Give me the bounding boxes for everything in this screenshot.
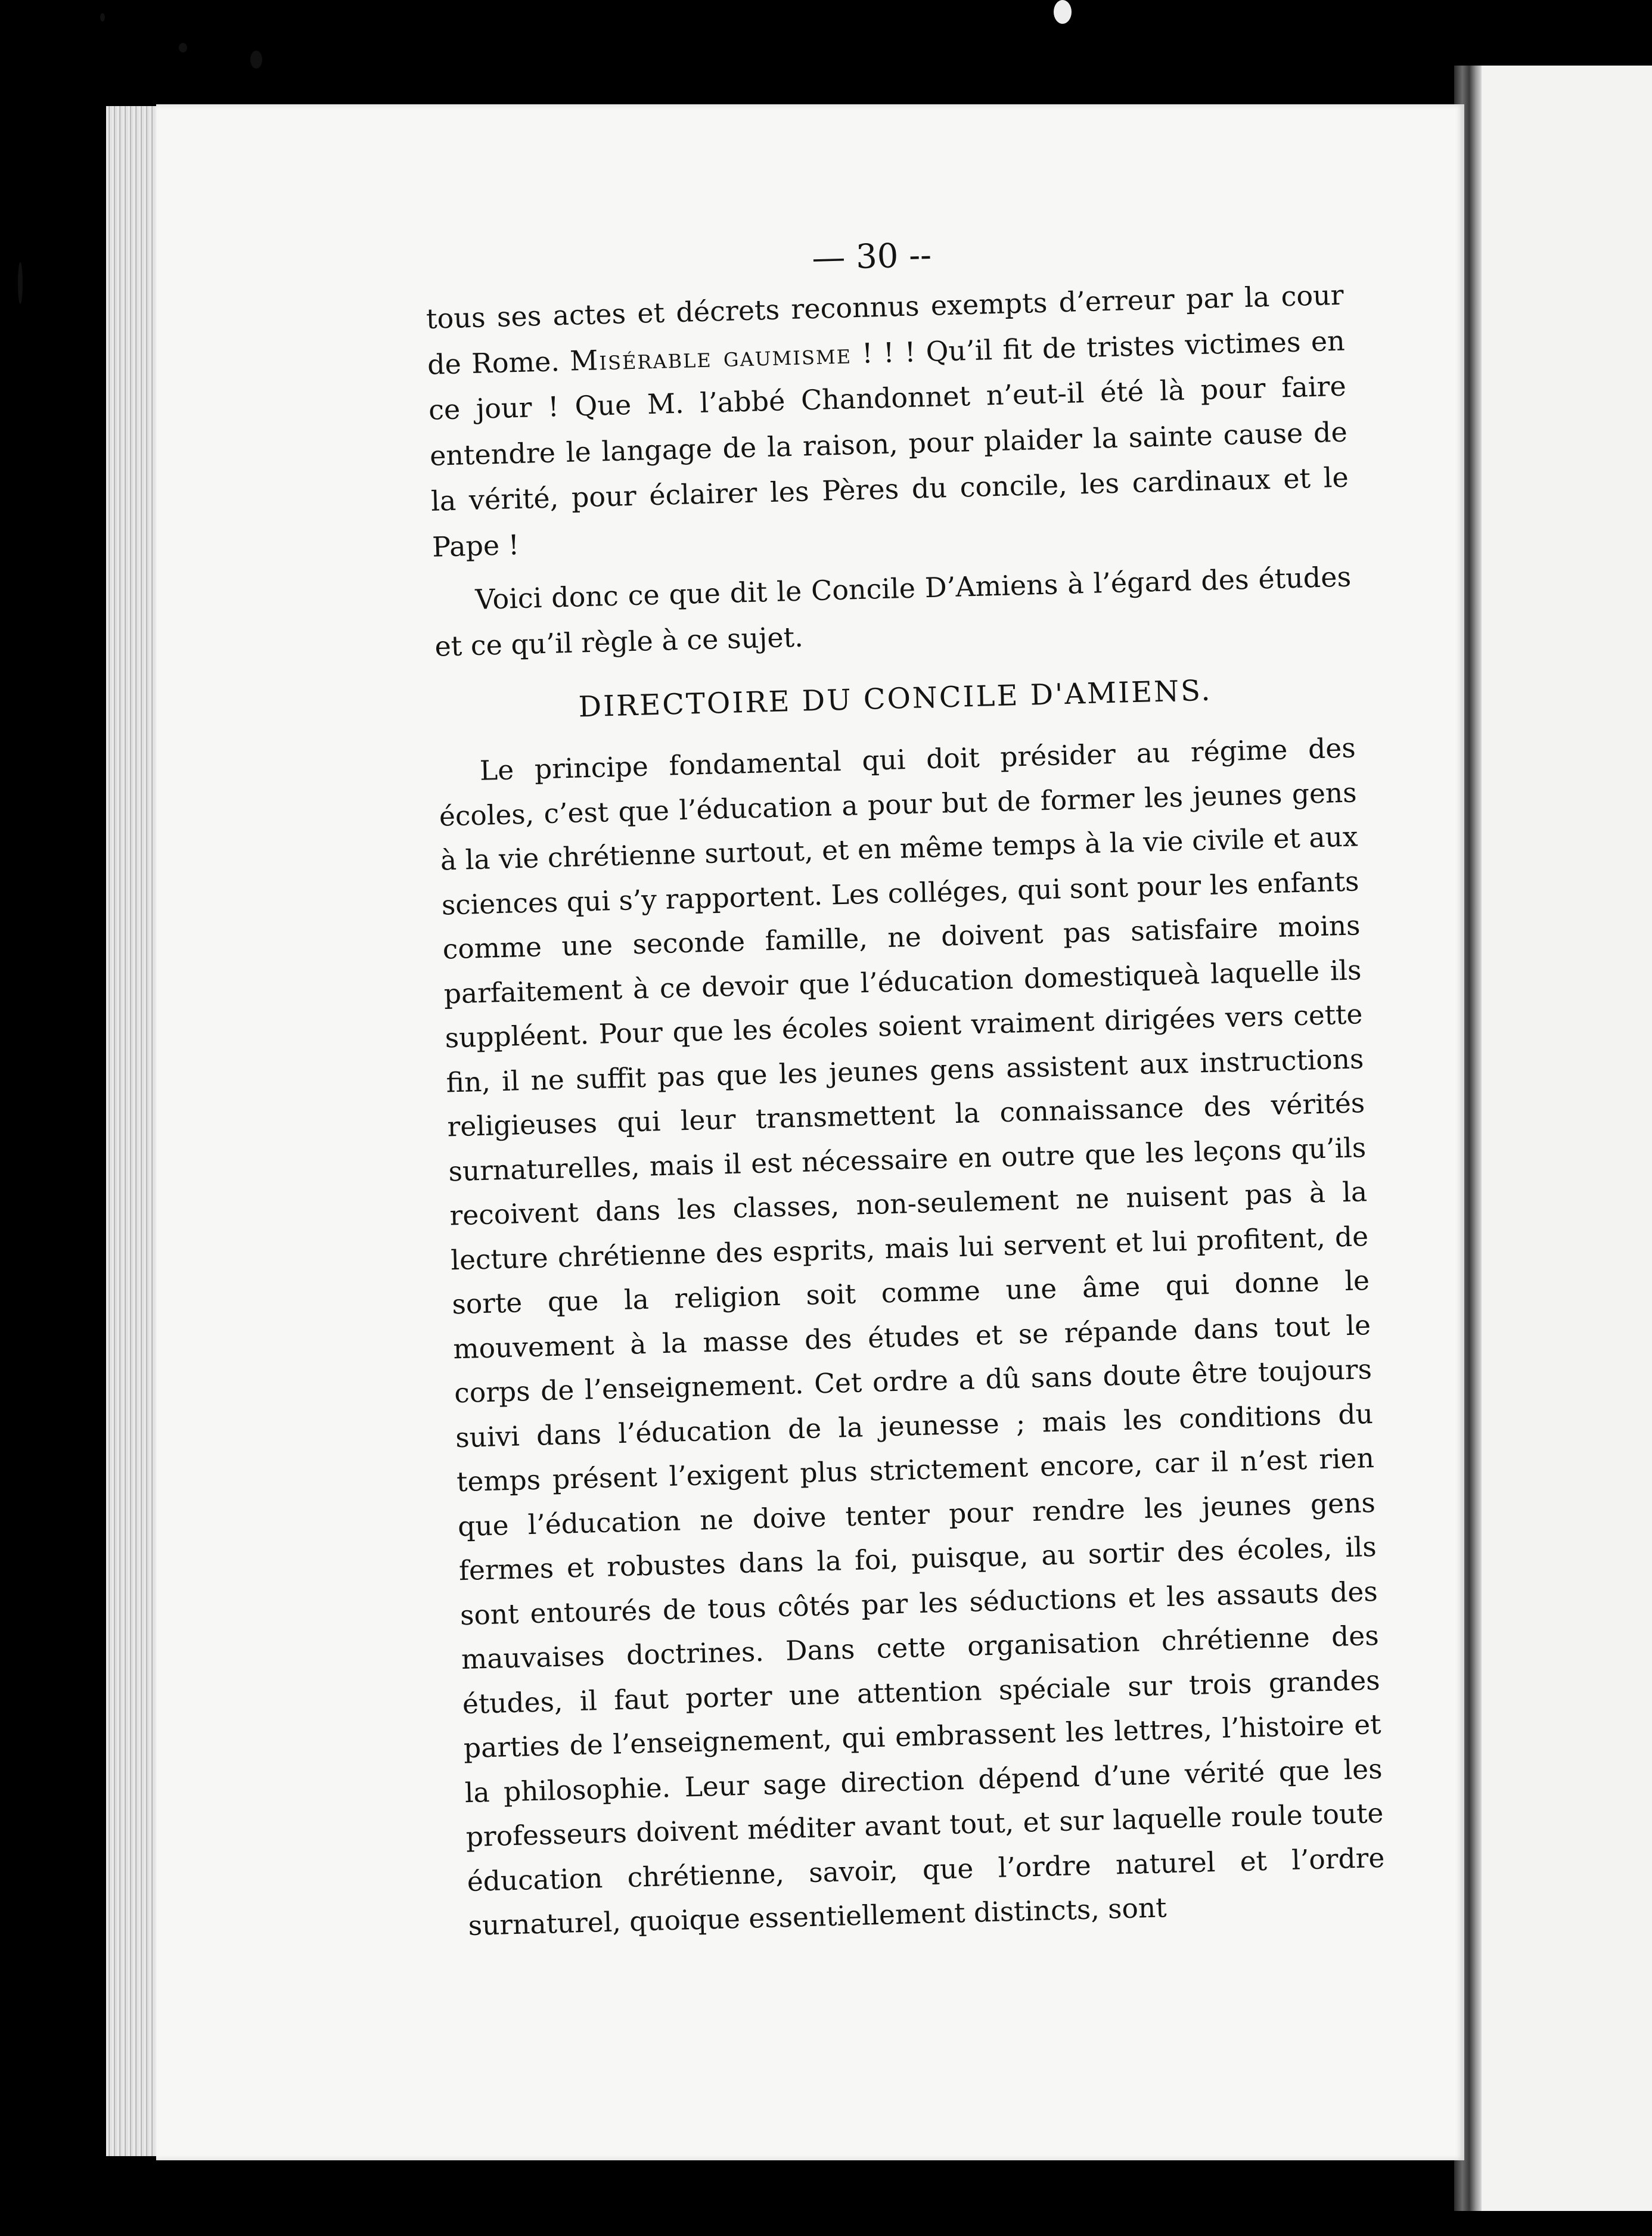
facing-page [1466,66,1652,2211]
smallcaps-phrase: Misérable gaumisme [569,337,852,377]
continued-text-start: tous ses actes et décrets reconnus exempts d’erreur par la cour de Rome. [426,278,1344,381]
body-paragraph: Le principe fondamental qui doit présider au régime des écoles, c’est que l’éducation a pour but de former les jeunes gens à la vie chrétienne surtout, et en même temps à la vie civile et aux sciences qui s’y rapportent. Les colléges, qui sont pour les enfants comme une seconde famille, ne doivent pas satisfaire moins parfaitement à ce devoir que l’éducation domestiqueà laquelle ils suppléent. Pour que les écoles soient vraiment dirigées vers cette fin, il ne suffit pas que les jeunes gens assistent aux instructions religieuses qui leur transmettent la connaissance des vérités surnaturelles, mais il est nécessaire en outre que les leçons qu’ils recoivent dans les classes, non-seulement ne nuisent pas à la lecture chrétienne des esprits, mais lui servent et lui profitent, de sorte que la religion soit comme une âme qui donne le mouvement à la masse des études et se répande dans tout le corps de l’enseignement. Cet ordre a dû sans doute être toujours suivi dans l’éducation de la jeunesse ; mais les conditions du temps présent l’exigent plus strictement encore, car il n’est rien que l’éducation ne doive tenter pour rendre les jeunes gens fermes et robustes dans la foi, puisque, au sortir des écoles, ils sont entourés de tous côtés par les séductions et les assauts des mauvaises doctrines. Dans cette organisation chrétienne des études, il faut porter une attention spéciale sur trois grandes parties de l’enseignement, qui embrassent les lettres, l’histoire et la philosophie. Leur sage direction dépend d’une vérité que les professeurs doivent méditer avant tout, et sur laquelle roule toute éducation chrétienne, savoir, que l’ordre naturel et l’ordre surnaturel, quoique essentiellement distincts, sont [439,732,1385,1942]
continued-paragraph [426,272,1350,570]
body-text [437,726,1386,1948]
continued-text-end: ! ! ! Qu’il fit de tristes victimes en ce jour ! Que M. l’abbé Chandonnet n’eut-il été là pour faire entendre le langage de la raison, pour plaider la sainte cause de la vérité, pour éclairer les Pères du concile, les cardinaux et le Pape ! [428,324,1349,563]
page-number: — 30 -- [811,235,932,278]
page-content [424,223,1386,1949]
intro-paragraph: Voici donc ce que dit le Concile D’Amiens à l’égard des études et ce qu’il règle à ce sujet. [434,560,1352,663]
section-heading: DIRECTOIRE DU CONCILE D'AMIENS. [577,673,1213,724]
